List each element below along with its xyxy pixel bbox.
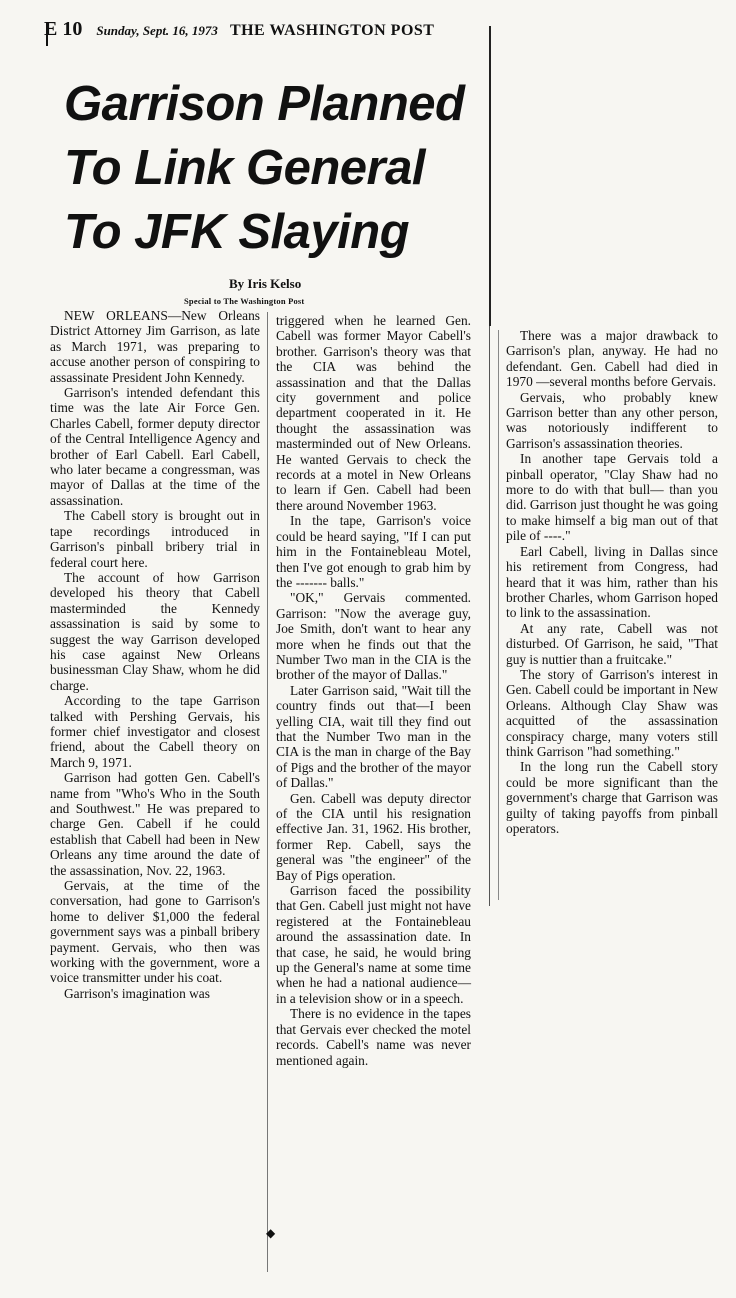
paragraph: Garrison's intended defendant this time was the late Air Force Gen. Charles Cabell, former deputy director of the Central Intelligence Agency and brother of Earl Cabell. Earl Cabell, who later became a congressman, was mayor of Dallas at the time of the assassination. [50,385,260,508]
paragraph: Garrison's imagination was [64,985,210,1001]
headline [64,72,490,264]
paragraph: Gervais, who probably knew Garrison better than any other person, was notoriously indifferent to Garrison's assassination theories. [506,389,718,451]
paragraph: The account of how Garrison developed his theory that Cabell masterminded the Kennedy assassination is said by some to suggest the way Garrison developed his case against New Orleans businessman Clay Shaw, whom he did charge. [50,569,260,693]
paragraph: According to the tape Garrison talked with Pershing Gervais, his former chief investigator and closest friend, about the Cabell theory on March 9, 1971. [50,693,260,770]
clipping-right-rule-lower [489,326,490,906]
column-mark: ◆ [266,1226,276,1240]
article-column-2 [276,313,471,1068]
article-column-1 [50,308,260,1001]
article-column-3 [506,328,718,836]
paragraph: There was a major drawback to Garrison's plan, anyway. He had no defendant. Gen. Cabell had died in 1970 —several months before Gervais. [506,328,718,390]
page-number: E 10 [44,18,83,40]
paragraph: In another tape Gervais told a pinball operator, "Clay Shaw had no more to do with that bull— than you did. Garrison just thought he was going to make himself a big man out of that pile of ----." [506,451,718,544]
paragraph: In the long run the Cabell story could be more significant than the government's charge that Garrison was guilty of taking payoffs from pinball operators. [506,759,718,836]
issue-date: Sunday, Sept. 16, 1973 [96,23,218,38]
newspaper-name: THE WASHINGTON POST [229,22,435,39]
paragraph: Later Garrison said, "Wait till the country finds out that—I been yelling CIA, wait till they find out that the Number Two man in the CIA is the man in charge of the Bay of Pigs and the brother of the mayor of Dallas." [276,682,471,791]
headline-line-2: To Link General [64,141,425,195]
paragraph: Earl Cabell, living in Dallas since his retirement from Congress, had heard that it was him, rather than his brother Charles, whom Garrison hoped to link to the assassination. [506,543,718,621]
paragraph: At any rate, Cabell was not disturbed. Of Garrison, he said, "That guy is nuttier than a fruitcake." [506,620,718,667]
byline: By Iris Kelso [229,276,302,291]
headline-line-1: Garrison Planned [64,77,465,131]
paragraph: triggered when he learned Gen. Cabell was former Mayor Cabell's brother. Garrison's theory was that the CIA was behind the assassination and that the Dallas city government and police department cooperated in it. He thought the assassination was masterminded out of New Orleans. He wanted Gervais to check the records at a motel in New Orleans to learn if Gen. Cabell had been there around November 1963. [276,313,471,513]
paragraph: The story of Garrison's interest in Gen. Cabell could be important in New Orleans. Although Clay Shaw was acquitted of the assassination conspiracy charge, many voters still think Garrison "had something." [506,666,718,759]
column-divider [498,330,499,900]
paragraph: Gervais, at the time of the conversation, had gone to Garrison's home to deliver $1,000 the federal government says was a pinball bribery payment. Gervais, who then was working with the government, wore a voice transmitter under his coat. [50,878,260,986]
paragraph: Garrison faced the possibility that Gen. Cabell just might not have registered at the Fontainebleau around the assassination date. In that case, he said, he would bring up the General's name at some time when he had a national audience—in a television show or in a speech. [276,883,471,1006]
paragraph: NEW ORLEANS—New Orleans District Attorney Jim Garrison, as late as March 1971, was preparing to accuse another person of conspiring to assassinate President John Kennedy. [50,308,260,385]
headline-line-3: To JFK Slaying [64,205,410,259]
paragraph: Garrison had gotten Gen. Cabell's name from "Who's Who in the South and Southwest." He was prepared to charge Gen. Cabell if he could establish that Cabell had been in New Orleans any time around the date of the assassination, Nov. 22, 1963. [50,770,260,878]
paragraph: There is no evidence in the tapes that Gervais ever checked the motel records. Cabell's name was never mentioned again. [276,1006,471,1068]
paragraph: The Cabell story is brought out in tape recordings introduced in Garrison's pinball bribery trial in federal court here. [50,508,260,570]
paragraph: In the tape, Garrison's voice could be heard saying, "If I can put him in the Fontainebleau Motel, then I've got enough to grab him by the ------- balls." [276,513,471,590]
column-divider [267,312,268,1272]
paragraph: Gen. Cabell was deputy director of the CIA until his resignation effective Jan. 31, 1962. His brother, former Rep. Cabell, says the general was "the engineer" of the Bay of Pigs operation. [276,790,471,883]
byline-credit: Special to The Washington Post [184,296,305,306]
paragraph: "OK," Gervais commented. Garrison: "Now the average guy, Joe Smith, don't want to hear any more when he finds out that the Number Two man in the CIA is the brother of the mayor of Dallas." [276,590,471,683]
masthead [44,18,490,48]
